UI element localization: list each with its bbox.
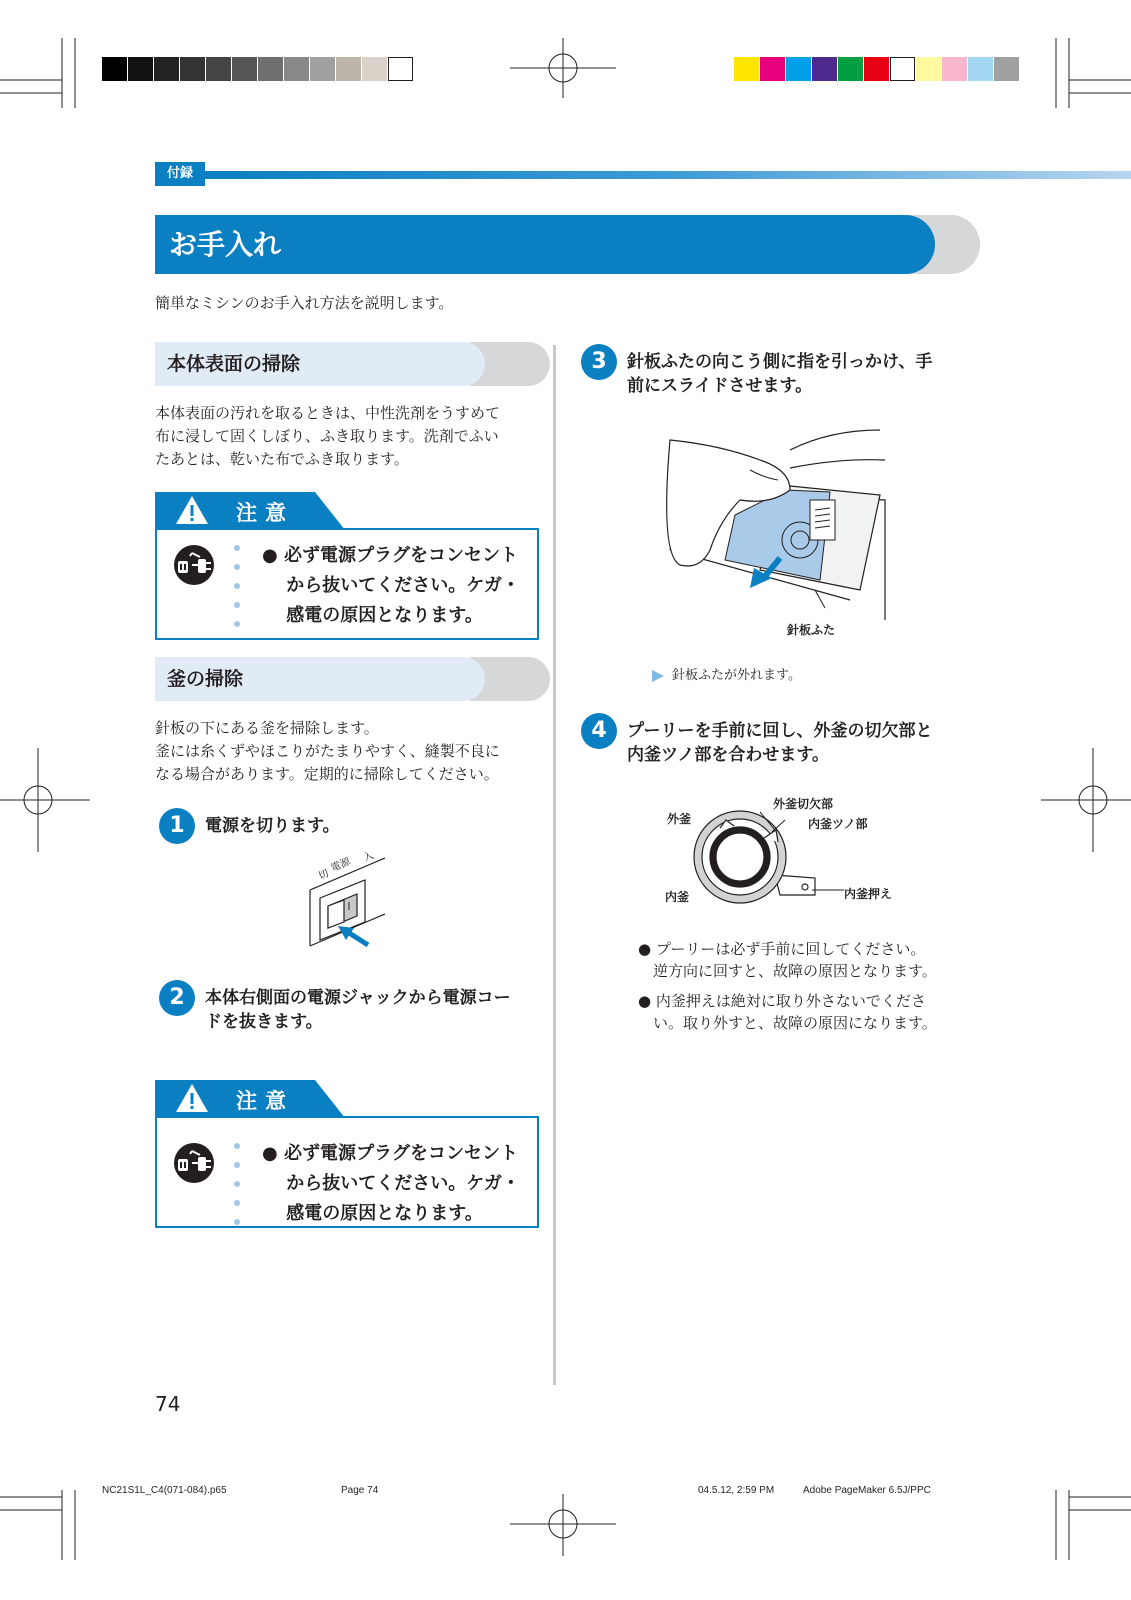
color-swatch <box>154 57 179 81</box>
footer-date: 04.5.12, 2:59 PM <box>698 1485 775 1496</box>
color-swatch <box>812 57 837 81</box>
step-1-text: 電源を切ります。 <box>205 816 340 836</box>
color-swatch <box>232 57 257 81</box>
unplug-icon <box>172 1141 216 1185</box>
footer-app: Adobe PageMaker 6.5J/PPC <box>803 1485 931 1496</box>
step-number-3: 3 <box>581 344 617 380</box>
step-4-text: プーリーを手前に回し、外釜の切欠部と 内釜ツノ部を合わせます。 <box>627 721 933 765</box>
section-rule <box>205 171 1131 179</box>
caution-note-2: ● 内釜押えは絶対に取り外さないでくださ い。取り外すと、故障の原因になります。 <box>638 992 937 1032</box>
color-swatch <box>128 57 153 81</box>
inner-holder-leader <box>812 888 844 892</box>
color-swatch <box>916 57 941 81</box>
color-swatch <box>102 57 127 81</box>
color-swatch <box>786 57 811 81</box>
switch-power-label: 電源 <box>329 856 353 875</box>
section-tag: 付録 <box>155 162 205 186</box>
caution-note-1: ● プーリーは必ず手前に回してください。 逆方向に回すと、故障の原因となります。 <box>638 940 937 980</box>
color-swatch <box>890 57 915 81</box>
switch-off-label: 切 <box>317 868 331 883</box>
step-number-4: 4 <box>581 713 617 749</box>
color-swatch <box>994 57 1019 81</box>
step-number-1: 1 <box>159 808 195 844</box>
surface-cleaning-heading: 本体表面の掃除 <box>155 342 485 386</box>
color-swatch <box>362 57 387 81</box>
intro-text: 簡単なミシンのお手入れ方法を説明します。 <box>155 294 454 312</box>
color-swatch <box>942 57 967 81</box>
color-swatch <box>734 57 759 81</box>
caution-label: 注意 <box>236 1089 294 1113</box>
caution-text: ● 必ず電源プラグをコンセント から抜いてください。ケガ・ 感電の原因となります。 <box>262 545 520 626</box>
inner-horn-label: 内釜ツノ部 <box>808 817 868 831</box>
color-swatch <box>760 57 785 81</box>
color-swatch <box>180 57 205 81</box>
color-swatch <box>838 57 863 81</box>
result-note: 針板ふたが外れます。 <box>672 668 801 683</box>
color-swatch <box>310 57 335 81</box>
color-swatch <box>258 57 283 81</box>
column-divider <box>553 345 556 1385</box>
color-swatch <box>206 57 231 81</box>
color-swatch <box>284 57 309 81</box>
step-number-2: 2 <box>159 980 195 1016</box>
caution-label: 注意 <box>236 501 294 525</box>
color-swatch <box>864 57 889 81</box>
caution-text: ● 必ず電源プラグをコンセント から抜いてください。ケガ・ 感電の原因となります。 <box>262 1143 520 1224</box>
inner-hook-label: 内釜 <box>665 890 690 904</box>
process-color-bar <box>734 57 1019 81</box>
color-swatch <box>968 57 993 81</box>
step-2-text: 本体右側面の電源ジャックから電源コー ドを抜きます。 <box>205 988 511 1032</box>
needle-plate-cover-illustration <box>650 420 895 620</box>
surface-cleaning-text: 本体表面の汚れを取るときは、中性洗剤をうすめて 布に浸して固くしぼり、ふき取ります。洗剤でふい たあとは、乾いた布でふき取ります。 <box>155 404 501 468</box>
hook-cleaning-heading: 釜の掃除 <box>155 657 485 701</box>
switch-on-label: 入 <box>362 850 376 865</box>
unplug-icon <box>172 543 216 587</box>
outer-hook-label: 外釜 <box>667 812 692 826</box>
step-3-text: 針板ふたの向こう側に指を引っかけ、手 前にスライドさせます。 <box>627 352 933 396</box>
color-swatch <box>336 57 361 81</box>
footer-file: NC21S1L_C4(071-084).p65 <box>102 1485 227 1496</box>
page-title: お手入れ <box>155 215 935 274</box>
page-number: 74 <box>155 1392 181 1416</box>
inner-holder-label: 内釜押え <box>844 887 893 901</box>
needle-plate-cover-label: 針板ふた <box>787 623 836 637</box>
hook-cleaning-text: 針板の下にある釜を掃除します。 釜には糸くずやほこりがたまりやすく、縫製不良に なる場合があります。定期的に掃除してください。 <box>155 719 500 783</box>
caution-dots <box>234 1143 242 1238</box>
caution-dots <box>234 545 242 640</box>
color-swatch <box>388 57 413 81</box>
result-arrow-icon <box>651 669 665 683</box>
footer-page: Page 74 <box>341 1485 379 1496</box>
outer-notch-label: 外釜切欠部 <box>773 797 834 811</box>
gray-color-bar <box>102 57 413 81</box>
